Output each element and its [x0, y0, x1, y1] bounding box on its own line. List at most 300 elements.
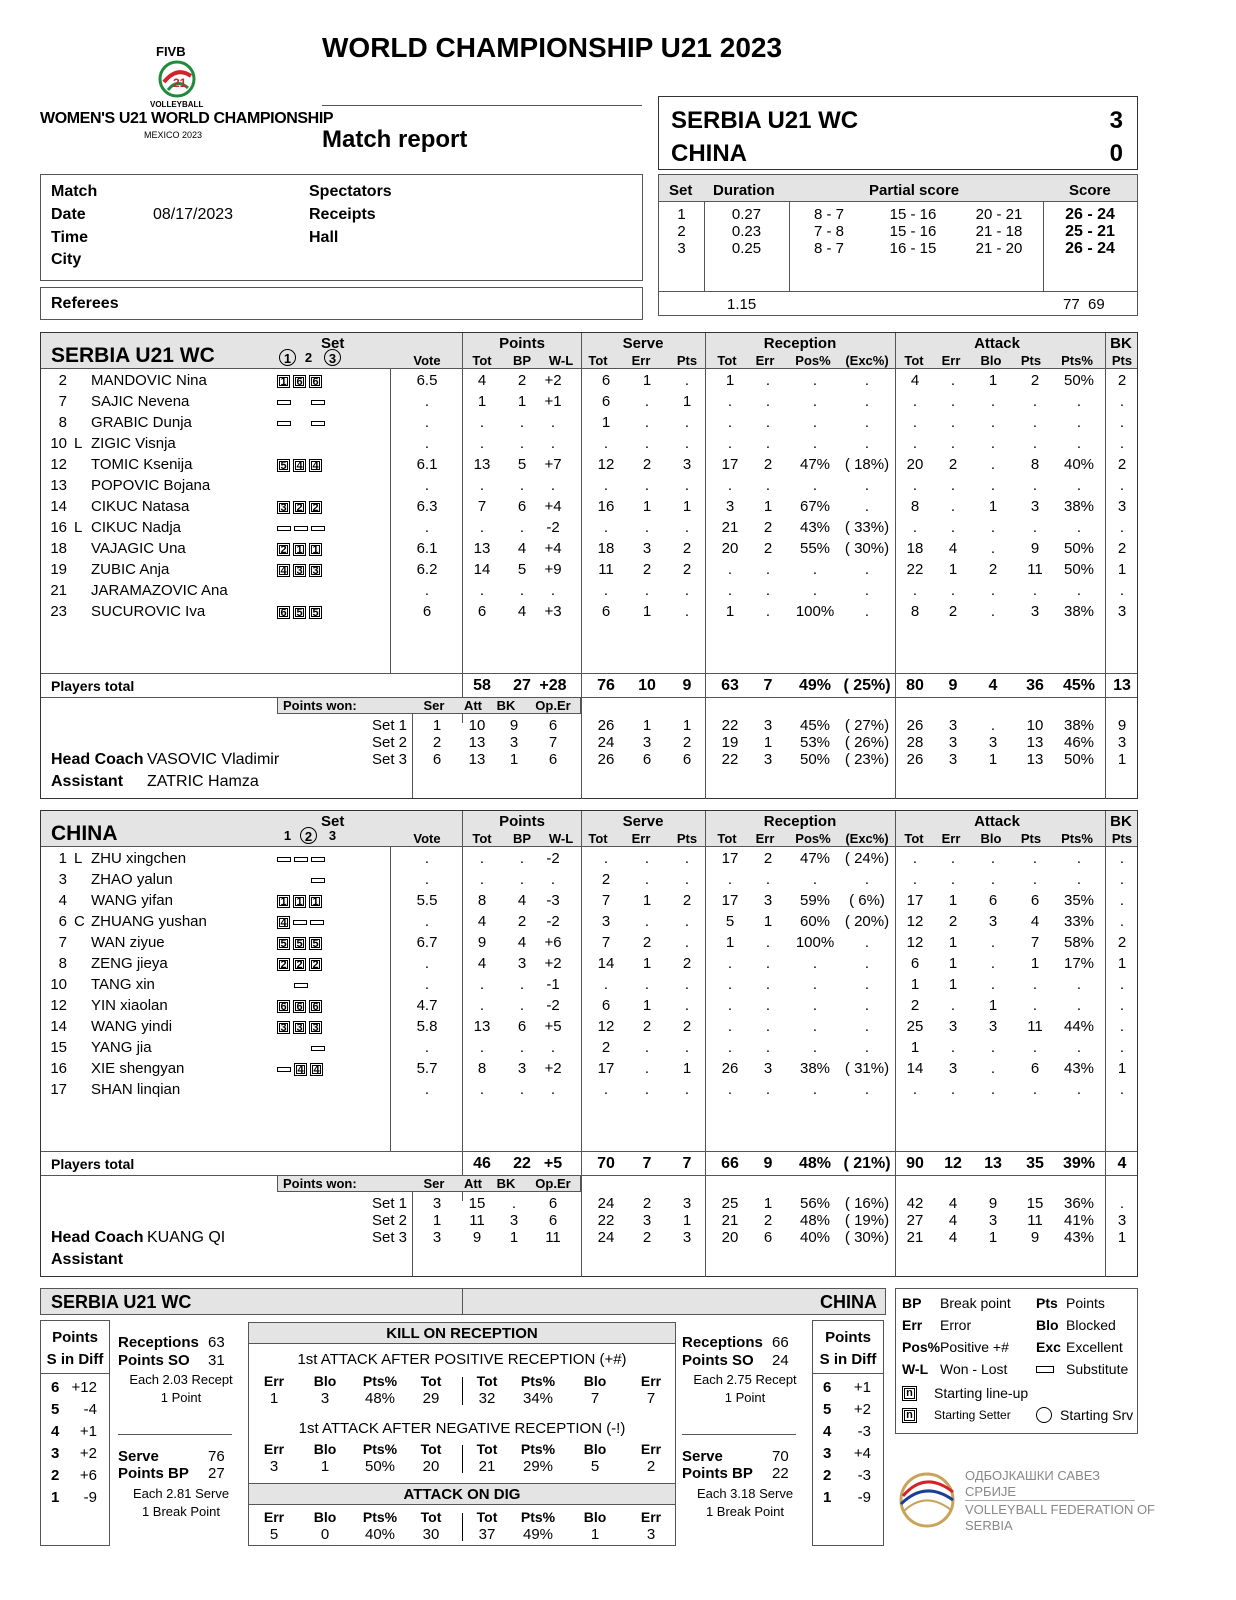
total-cell: ( 21%) — [843, 1155, 891, 1172]
federation-emblem-icon — [895, 1466, 957, 1532]
divider — [462, 1377, 463, 1405]
stat-cell: . — [424, 477, 430, 494]
player-name: ZUBIC Anja — [91, 561, 170, 578]
h-bp: BP — [512, 353, 532, 368]
stat-cell: . — [727, 582, 733, 599]
partial-16: 15 - 16 — [889, 206, 937, 223]
pos-title: 1st ATTACK AFTER POSITIVE RECEPTION (+#) — [297, 1351, 627, 1368]
fed-line2: СРБИЈЕ — [965, 1484, 1017, 1499]
stat-cell: +4 — [544, 498, 562, 515]
set-stat-cell: ( 27%) — [844, 717, 890, 734]
stat-cell: 3 — [763, 1060, 773, 1077]
stat-cell: 2 — [1117, 456, 1127, 473]
stat-cell: 8 — [477, 892, 487, 909]
total-points: 77 69 — [1063, 296, 1105, 313]
player-number: 7 — [58, 934, 67, 951]
stat-cell: . — [912, 393, 918, 410]
col-value: 1 — [590, 1526, 600, 1543]
sdiff-value: +4 — [853, 1445, 871, 1462]
starting-position: 6 — [293, 375, 306, 388]
set-stat-cell: ( 26%) — [844, 734, 890, 751]
time-label: Time — [51, 229, 89, 246]
set-stat-cell: 1 — [763, 1195, 773, 1212]
stat-cell: 2 — [642, 934, 652, 951]
player-sets — [277, 935, 325, 950]
stat-cell: . — [812, 997, 818, 1014]
col-head: Tot — [476, 1373, 498, 1389]
col-head: Err — [640, 1373, 662, 1389]
set-stat-cell: 9 — [1030, 1229, 1040, 1246]
set-stat-cell: 46% — [1063, 734, 1095, 751]
set-stat-cell: 2 — [682, 734, 692, 751]
player-sets — [277, 893, 325, 908]
player-role: C — [74, 913, 85, 930]
player-role: L — [74, 435, 83, 452]
divider — [390, 368, 391, 673]
divider — [895, 1151, 896, 1175]
stat-cell: 1 — [1117, 955, 1127, 972]
stat-cell: . — [644, 850, 650, 867]
total-cell: +5 — [543, 1155, 563, 1172]
col-head: Blo — [313, 1441, 337, 1457]
stat-cell: . — [424, 1081, 430, 1098]
divider — [705, 1151, 706, 1175]
set-stat-cell: 13 — [468, 734, 486, 751]
stat-cell: 2 — [642, 456, 652, 473]
head-coach-name: VASOVIC Vladimir — [147, 751, 280, 768]
set-stat-cell: 15 — [1026, 1195, 1044, 1212]
set-stat-cell: 1 — [988, 1229, 998, 1246]
set-row-label: Set 1 — [371, 1195, 407, 1212]
home-each-recept: Each 2.03 Recept — [129, 1372, 233, 1387]
set-stat-cell: 4 — [948, 1212, 958, 1229]
stat-cell: . — [765, 372, 771, 389]
set-stat-cell: 2 — [432, 734, 442, 751]
col-head: Tot — [420, 1441, 442, 1457]
divider — [41, 1151, 1137, 1152]
player-sets — [277, 541, 325, 556]
total-duration: 1.15 — [727, 296, 757, 313]
total-cell: 66 — [721, 1155, 739, 1172]
substitute-icon — [311, 526, 325, 531]
stat-cell: 2 — [642, 561, 652, 578]
stat-cell: 11 — [1027, 561, 1043, 578]
sdiff-rotation: 2 — [51, 1467, 60, 1484]
col-head: Tot — [476, 1509, 498, 1525]
stat-cell: . — [727, 477, 733, 494]
h-bp: BP — [512, 831, 532, 846]
set-stat-cell: 6 — [763, 1229, 773, 1246]
stat-cell: . — [1119, 1039, 1125, 1056]
home-points-h: Points — [52, 1329, 98, 1346]
set-stat-cell: 3 — [642, 734, 652, 751]
stat-cell: . — [1032, 871, 1038, 888]
stat-cell: 6 — [988, 892, 998, 909]
stat-cell: 22 — [906, 561, 924, 578]
h-bk: BK — [1110, 335, 1132, 352]
stat-cell: 2 — [601, 1039, 611, 1056]
player-sets — [277, 604, 325, 619]
divider — [462, 333, 463, 368]
col-head: Err — [263, 1509, 285, 1525]
divider — [462, 1445, 463, 1473]
stat-cell: . — [912, 519, 918, 536]
stat-cell: 20 — [906, 456, 924, 473]
starting-position: 3 — [293, 1021, 306, 1034]
stat-cell: 4 — [477, 955, 487, 972]
stat-cell: . — [644, 477, 650, 494]
stat-cell: . — [424, 913, 430, 930]
stat-cell: . — [1119, 997, 1125, 1014]
h-tot: Tot — [904, 353, 924, 368]
stat-cell: 8 — [910, 603, 920, 620]
stat-cell: 100% — [795, 603, 835, 620]
stat-cell: . — [812, 1018, 818, 1035]
stat-cell: . — [812, 414, 818, 431]
set-stat-cell: 19 — [721, 734, 739, 751]
legend-text: Positive +# — [940, 1339, 1009, 1355]
starting-position: 6 — [277, 606, 290, 619]
substitute-icon — [294, 526, 308, 531]
stat-cell: 17 — [721, 892, 739, 909]
stat-cell: 3 — [517, 955, 527, 972]
stat-cell: ( 24%) — [844, 850, 890, 867]
stat-cell: . — [990, 477, 996, 494]
stat-cell: 14 — [906, 1060, 924, 1077]
player-number: 23 — [50, 603, 67, 620]
total-cell: 90 — [906, 1155, 924, 1172]
player-sets — [277, 415, 328, 430]
away-points-h: Points — [825, 1329, 871, 1346]
sdiff-rotation: 6 — [823, 1379, 832, 1396]
stat-cell: 1 — [948, 976, 958, 993]
stat-cell: . — [603, 519, 609, 536]
set-stat-cell: 40% — [799, 1229, 831, 1246]
stat-cell: 47% — [799, 456, 831, 473]
stat-cell: 17 — [906, 892, 924, 909]
stat-cell: 100% — [795, 934, 835, 951]
stat-cell: 1 — [763, 498, 773, 515]
stat-cell: 3 — [1030, 498, 1040, 515]
away-sets-won: 0 — [1109, 140, 1123, 167]
starting-position: 5 — [309, 606, 322, 619]
set-1-num: 1 — [279, 349, 296, 366]
h-err: Err — [755, 353, 775, 368]
set-stat-cell: 24 — [597, 734, 615, 751]
stat-cell: 2 — [1030, 372, 1040, 389]
stat-cell: . — [1032, 997, 1038, 1014]
set-stat-cell: 6 — [642, 751, 652, 768]
col-value: 49% — [522, 1526, 554, 1543]
col-head: Pts% — [520, 1509, 556, 1525]
fed-line4: SERBIA — [965, 1518, 1013, 1533]
points-won-label: Points won: — [283, 698, 357, 713]
player-name: SAJIC Nevena — [91, 393, 190, 410]
stat-cell: . — [950, 435, 956, 452]
stat-cell: . — [990, 871, 996, 888]
volleyball-logo-icon — [158, 60, 196, 98]
starting-position: 5 — [293, 606, 306, 619]
starting-position: 5 — [277, 937, 290, 950]
player-name: TANG xin — [91, 976, 155, 993]
set-stat-cell: 41% — [1063, 1212, 1095, 1229]
stat-cell: 1 — [910, 976, 920, 993]
starting-position: 3 — [277, 501, 290, 514]
stat-cell: . — [1032, 850, 1038, 867]
h-ser: Ser — [423, 698, 445, 713]
player-number: 6 — [58, 913, 67, 930]
total-cell: 13 — [1113, 677, 1131, 694]
col-value: 21 — [478, 1458, 496, 1475]
set-stat-cell: 2 — [642, 1195, 652, 1212]
stat-cell: 4 — [517, 934, 527, 951]
stat-cell: 4 — [517, 540, 527, 557]
set-stat-cell: 45% — [799, 717, 831, 734]
stat-cell: . — [684, 519, 690, 536]
sdiff-rotation: 5 — [51, 1401, 60, 1418]
home-rec-block — [118, 1330, 238, 1540]
stat-cell: . — [727, 1081, 733, 1098]
stat-cell: . — [684, 477, 690, 494]
stat-cell: 6 — [1030, 892, 1040, 909]
set-stat-cell: 1 — [988, 751, 998, 768]
stat-cell: . — [424, 955, 430, 972]
stat-cell: 3 — [948, 1018, 958, 1035]
player-number: 10 — [50, 976, 67, 993]
stat-cell: . — [644, 393, 650, 410]
partial-16: 15 - 16 — [889, 223, 937, 240]
set-stat-cell: 6 — [432, 751, 442, 768]
stat-cell: . — [727, 955, 733, 972]
date-label: Date — [51, 206, 86, 223]
stat-cell: . — [950, 519, 956, 536]
stat-cell: . — [765, 871, 771, 888]
col-head: Err — [263, 1441, 285, 1457]
stat-cell: . — [864, 1081, 870, 1098]
stat-cell: . — [812, 871, 818, 888]
partial-8: 8 - 7 — [813, 240, 844, 257]
legend-text: Blocked — [1066, 1317, 1116, 1333]
stat-cell: 3 — [642, 540, 652, 557]
stat-cell: . — [950, 498, 956, 515]
set-stat-cell: 25 — [721, 1195, 739, 1212]
bottom-teams-bar — [40, 1288, 886, 1315]
sets-h-duration: Duration — [713, 182, 775, 199]
stat-cell: 43% — [799, 519, 831, 536]
stat-cell: 5.5 — [416, 892, 438, 909]
stat-cell: . — [864, 1018, 870, 1035]
sdiff-rotation: 4 — [51, 1423, 60, 1440]
set-stat-cell: 3 — [509, 1212, 519, 1229]
stat-cell: . — [950, 850, 956, 867]
stat-cell: . — [765, 414, 771, 431]
stat-cell: . — [1076, 414, 1082, 431]
stat-cell: 5 — [517, 456, 527, 473]
total-cell: 76 — [597, 677, 615, 694]
legend-key: Pos% — [902, 1339, 941, 1355]
set-stat-cell: 1 — [1117, 751, 1127, 768]
stat-cell: 4 — [477, 913, 487, 930]
h-set: Set — [321, 335, 345, 352]
stat-cell: 60% — [799, 913, 831, 930]
player-sets — [277, 1019, 325, 1034]
h-bk: BK — [496, 1176, 516, 1191]
h-pts: Pts — [1111, 831, 1133, 846]
stat-cell: . — [424, 850, 430, 867]
stat-cell: 12 — [597, 456, 615, 473]
stat-cell: . — [644, 414, 650, 431]
stat-cell: . — [603, 435, 609, 452]
set-stat-cell: 1 — [509, 1229, 519, 1246]
player-number: 14 — [50, 498, 67, 515]
away-each-serve: Each 3.18 Serve — [696, 1486, 794, 1501]
divider — [1105, 333, 1106, 368]
stat-cell: . — [950, 997, 956, 1014]
set-stat-cell: 3 — [763, 751, 773, 768]
stat-cell: . — [519, 850, 525, 867]
dig-title: ATTACK ON DIG — [403, 1486, 521, 1503]
stat-cell: . — [424, 871, 430, 888]
stat-cell: . — [765, 1018, 771, 1035]
h-pts: Pts — [1020, 353, 1042, 368]
stat-cell: 2 — [763, 540, 773, 557]
sets-h-score: Score — [1069, 182, 1111, 199]
set-stat-cell: 20 — [721, 1229, 739, 1246]
stat-cell: . — [912, 871, 918, 888]
player-number: 12 — [50, 997, 67, 1014]
sdiff-rotation: 5 — [823, 1401, 832, 1418]
stat-cell: 38% — [1063, 603, 1095, 620]
set-stat-cell: 3 — [948, 734, 958, 751]
sdiff-rotation: 3 — [823, 1445, 832, 1462]
stat-cell: -2 — [546, 519, 560, 536]
stat-cell: 38% — [799, 1060, 831, 1077]
h-att: Att — [463, 698, 483, 713]
starting-position: 1 — [293, 895, 306, 908]
starting-position: 2 — [309, 501, 322, 514]
partial-16: 16 - 15 — [889, 240, 937, 257]
stat-cell: . — [950, 1039, 956, 1056]
set-stat-cell: 1 — [682, 717, 692, 734]
stat-cell: 6 — [517, 498, 527, 515]
total-cell: 46 — [473, 1155, 491, 1172]
set-stat-cell: 3 — [1117, 734, 1127, 751]
h-reception: Reception — [763, 335, 837, 352]
stat-cell: +5 — [544, 1018, 562, 1035]
col-head: Tot — [420, 1373, 442, 1389]
stat-cell: . — [990, 934, 996, 951]
h-attack: Attack — [974, 335, 1020, 352]
stat-cell: . — [424, 582, 430, 599]
stat-cell: . — [765, 934, 771, 951]
stat-cell: . — [479, 477, 485, 494]
event-logo — [40, 44, 334, 142]
assistant-label: Assistant — [51, 773, 124, 790]
set-stat-cell: 3 — [432, 1195, 442, 1212]
stat-cell: 1 — [642, 603, 652, 620]
home-team-name: SERBIA U21 WC — [671, 107, 859, 134]
stat-cell: 7 — [601, 892, 611, 909]
stat-cell: . — [1119, 976, 1125, 993]
sdiff-value: +2 — [853, 1401, 871, 1418]
stat-cell: . — [1032, 435, 1038, 452]
player-number: 2 — [58, 372, 67, 389]
divider — [895, 333, 896, 368]
set-stat-cell: 15 — [468, 1195, 486, 1212]
stat-cell: 1 — [988, 498, 998, 515]
stat-cell: . — [1076, 997, 1082, 1014]
col-head: Blo — [313, 1373, 337, 1389]
stat-cell: . — [684, 414, 690, 431]
stat-cell: . — [864, 561, 870, 578]
stat-cell: . — [684, 934, 690, 951]
stat-cell: 40% — [1063, 456, 1095, 473]
stat-cell: +2 — [544, 955, 562, 972]
stat-cell: 2 — [948, 603, 958, 620]
stat-cell: 17 — [721, 850, 739, 867]
sdiff-value: -9 — [83, 1489, 97, 1506]
set-stat-cell: 50% — [1063, 751, 1095, 768]
away-rec-label: Receptions — [682, 1334, 763, 1351]
divider — [581, 673, 582, 697]
stat-cell: ( 31%) — [844, 1060, 890, 1077]
set-stat-cell: 11 — [545, 1229, 561, 1246]
stat-cell: 4 — [477, 372, 487, 389]
player-number: 16 — [50, 519, 67, 536]
col-value: 50% — [364, 1458, 396, 1475]
stat-cell: . — [519, 582, 525, 599]
h-vote: Vote — [413, 353, 441, 368]
set-stat-cell: 3 — [642, 1212, 652, 1229]
sdiff-rotation: 1 — [51, 1489, 60, 1506]
starting-position: 4 — [310, 1063, 323, 1076]
stat-cell: . — [1076, 519, 1082, 536]
stat-cell: 6 — [601, 372, 611, 389]
h-tot: Tot — [472, 353, 492, 368]
starting-server-circle-icon — [1036, 1407, 1052, 1423]
substitute-icon — [311, 1046, 325, 1051]
team-section-china — [40, 810, 1138, 1277]
stat-cell: . — [864, 955, 870, 972]
stat-cell: 1 — [910, 1039, 920, 1056]
stat-cell: . — [684, 1039, 690, 1056]
h-err: Err — [755, 831, 775, 846]
set-stat-cell: 6 — [548, 1195, 558, 1212]
stat-cell: 2 — [910, 997, 920, 1014]
stat-cell: 1 — [725, 934, 735, 951]
total-cell: 7 — [642, 1155, 652, 1172]
player-sets — [277, 872, 328, 887]
h-vote: Vote — [413, 831, 441, 846]
stat-cell: . — [1119, 582, 1125, 599]
set-stat-cell: 26 — [597, 751, 615, 768]
h-ptsp: Pts% — [1061, 353, 1093, 368]
starting-position: 5 — [293, 937, 306, 950]
stat-cell: . — [727, 561, 733, 578]
stat-cell: . — [864, 477, 870, 494]
stat-cell: 6 — [517, 1018, 527, 1035]
substitute-icon — [294, 857, 308, 862]
h-tot: Tot — [588, 831, 608, 846]
stat-cell: 1 — [988, 372, 998, 389]
col-value: 20 — [422, 1458, 440, 1475]
stat-cell: . — [1076, 1081, 1082, 1098]
stat-cell: . — [550, 871, 556, 888]
player-number: 7 — [58, 393, 67, 410]
head-coach-name: KUANG QI — [147, 1229, 226, 1246]
hall-label: Hall — [309, 229, 339, 246]
legend-text: Starting Srv — [1060, 1407, 1134, 1423]
